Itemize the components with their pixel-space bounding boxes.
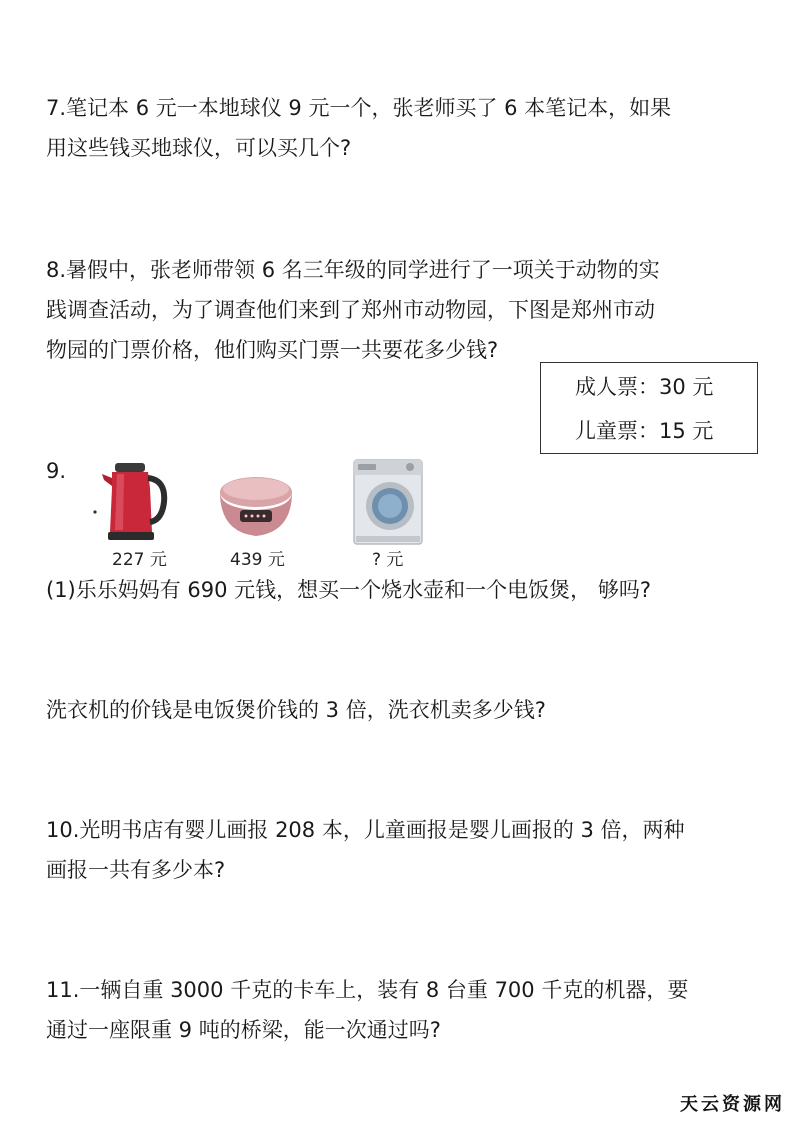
q8-line-2: 践调查活动，为了调查他们来到了郑州市动物园，下图是郑州市动 [46,298,655,322]
watermark-text: 天云资源网 [680,1094,785,1115]
q11-line-2: 通过一座限重 9 吨的桥梁，能一次通过吗? [46,1018,441,1042]
q11-line-1: 11.一辆自重 3000 千克的卡车上，装有 8 台重 700 千克的机器，要 [46,978,689,1002]
washing-machine-price: ? 元 [372,550,404,570]
child-ticket-price: 儿童票：15 元 [575,419,714,443]
adult-ticket-price: 成人票：30 元 [575,375,714,399]
q9-part-1: (1)乐乐妈妈有 690 元钱，想买一个烧水壶和一个电饭煲， 够吗? [46,578,651,602]
electric-kettle-icon [90,458,180,546]
q8-line-1: 8.暑假中，张老师带领 6 名三年级的同学进行了一项关于动物的实 [46,258,660,282]
q7-line-2: 用这些钱买地球仪，可以买几个? [46,136,352,160]
q10-line-1: 10.光明书店有婴儿画报 208 本，儿童画报是婴儿画报的 3 倍，两种 [46,818,685,842]
product-rice-cooker [216,470,296,542]
product-kettle [90,458,180,546]
washing-machine-icon [352,458,424,546]
kettle-price: 227 元 [112,550,167,570]
q7-line-1: 7.笔记本 6 元一本地球仪 9 元一个，张老师买了 6 本笔记本，如果 [46,96,672,120]
q9-number: 9. [46,459,67,483]
q10-line-2: 画报一共有多少本? [46,858,226,882]
ticket-price-box [540,362,758,454]
q8-line-3: 物园的门票价格，他们购买门票一共要花多少钱? [46,338,499,362]
rice-cooker-icon [216,470,296,542]
rice-cooker-price: 439 元 [230,550,285,570]
q9-part-2: 洗衣机的价钱是电饭煲价钱的 3 倍，洗衣机卖多少钱? [46,698,546,722]
product-washing-machine [352,458,424,546]
